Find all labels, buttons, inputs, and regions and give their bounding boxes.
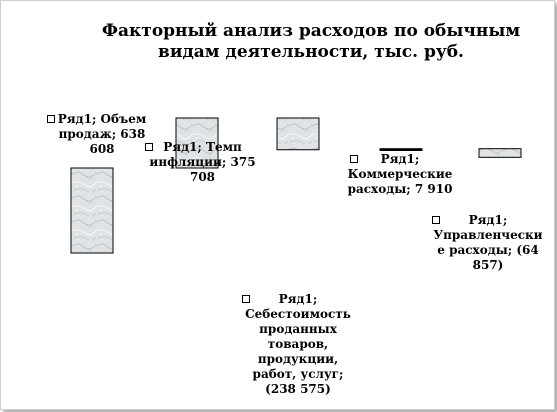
data-label-line: Ряд1; Объем <box>57 112 147 126</box>
data-label-line: Управленчески <box>433 228 543 242</box>
data-label-line: 708 <box>189 170 216 184</box>
bar-5 <box>479 149 521 158</box>
bar-1 <box>71 168 113 253</box>
data-label-line: е расходы; (64 <box>437 243 539 257</box>
data-label-3 <box>237 292 359 397</box>
data-label-line: проданных <box>259 322 337 336</box>
bar-4 <box>380 149 422 151</box>
data-label-line: (238 575) <box>265 382 331 396</box>
data-label-5 <box>427 213 549 273</box>
chart-title-line-1: Факторный анализ расходов по обычным <box>101 21 521 41</box>
data-label-line: Ряд1; <box>468 213 508 227</box>
data-label-line: 608 <box>89 142 115 156</box>
data-label-4 <box>345 152 455 197</box>
data-label-line: продаж; 638 <box>58 127 146 141</box>
data-label-line: товаров, <box>267 337 329 351</box>
data-label-marker <box>145 143 153 151</box>
chart-title-line-2: видам деятельности, тыс. руб. <box>158 42 464 62</box>
data-label-line: продукции, <box>257 352 339 366</box>
data-label-line: инфляции; 375 <box>149 155 256 169</box>
data-label-line: 857) <box>472 258 504 272</box>
data-label-line: Ряд1; Темп <box>163 140 242 154</box>
data-label-line: Коммерческие <box>347 167 453 181</box>
data-label-marker <box>350 155 358 163</box>
data-label-line: Ряд1; <box>278 292 318 306</box>
bar-3 <box>277 118 319 150</box>
data-label-marker <box>242 295 250 303</box>
data-label-line: расходы; 7 910 <box>347 182 453 196</box>
data-label-line: работ, услуг; <box>252 367 344 381</box>
data-label-line: Ряд1; <box>380 152 420 166</box>
data-label-marker <box>432 216 440 224</box>
data-label-2 <box>140 140 265 185</box>
data-label-marker <box>47 115 55 123</box>
data-label-line: Себестоимость <box>245 307 351 321</box>
